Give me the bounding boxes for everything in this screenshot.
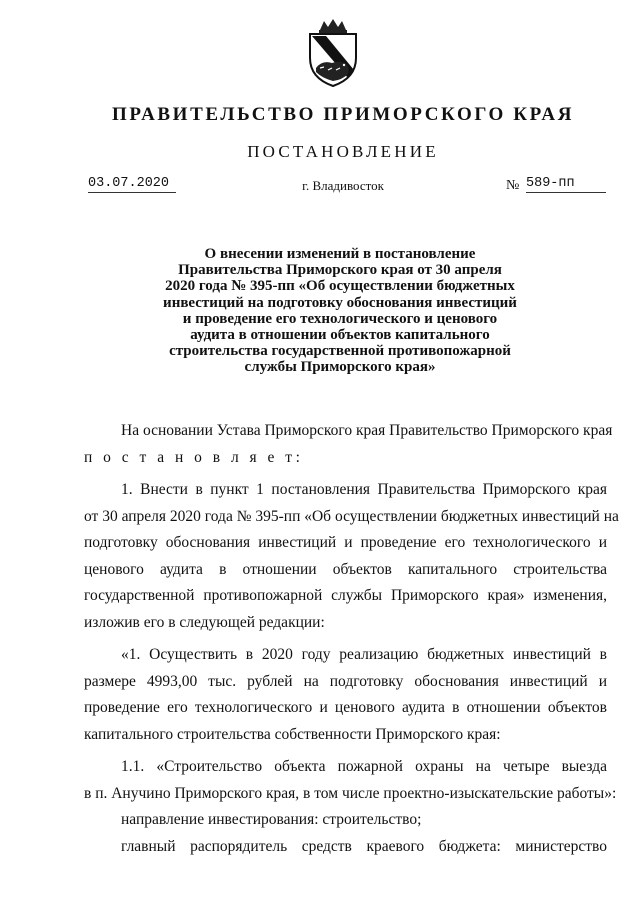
heading-line: Правительства Приморского края от 30 апреля <box>178 262 502 279</box>
heading-line: аудита в отношении объектов капитального <box>190 327 490 344</box>
body-line: изложив его в следующей редакции: <box>84 613 325 631</box>
body-line: от 30 апреля 2020 года № 395-пп «Об осуществлении бюджетных инвестиций на <box>84 507 619 525</box>
heading-line: и проведение его технологического и ценового <box>182 310 498 327</box>
body-line: «1. Осуществить в 2020 году реализацию бюджетных инвестиций в <box>121 646 607 663</box>
body-line: проведение его технологического и ценового аудита в отношении объектов <box>84 699 607 716</box>
heading-line: службы Приморского края» <box>244 359 436 376</box>
heading-line: строительства государственной противопожарной <box>169 343 511 360</box>
body-line: в п. Анучино Приморского края, в том числе проектно-изыскательские работы»: <box>84 784 617 802</box>
coat-of-arms-icon <box>304 18 362 88</box>
body-line: размере 4993,00 тыс. рублей на подготовку обоснования инвестиций и <box>84 672 607 690</box>
document-body <box>84 418 619 860</box>
heading-line: инвестиций на подготовку обоснования инвестиций <box>163 294 517 311</box>
body-line: 1.1. «Строительство объекта пожарной охраны на четыре выезда <box>121 758 607 775</box>
heading-line: О внесении изменений в постановление <box>204 246 476 262</box>
document-number-block <box>506 176 606 198</box>
body-line: капитального строительства собственности Приморского края: <box>84 725 501 743</box>
document-date: 03.07.2020 <box>88 176 176 193</box>
document-meta-row <box>0 176 640 200</box>
body-line: На основании Устава Приморского края Правительство Приморского края <box>121 422 613 439</box>
body-line: главный распорядитель средств краевого бюджета: министерство <box>121 837 607 855</box>
body-line: 1. Внести в пункт 1 постановления Правительства Приморского края <box>121 481 607 498</box>
resolution-word: п о с т а н о в л я е т: <box>84 448 304 466</box>
number-sign: № <box>506 178 520 193</box>
body-line: направление инвестирования: строительство; <box>121 811 422 828</box>
heading-line: 2020 года № 395-пп «Об осуществлении бюджетных <box>165 278 515 295</box>
body-line: ценового аудита в отношении объектов капитального строительства <box>84 560 607 578</box>
document-number: 589-пп <box>526 176 606 193</box>
body-line: подготовку обоснования инвестиций и проведение его технологического и <box>84 534 607 551</box>
document-type: ПОСТАНОВЛЕНИЕ <box>247 142 439 161</box>
government-title: ПРАВИТЕЛЬСТВО ПРИМОРСКОГО КРАЯ <box>111 104 575 125</box>
document-city: г. Владивосток <box>302 178 384 193</box>
body-line: государственной противопожарной службы Приморского края» изменения, <box>84 587 607 604</box>
document-heading <box>150 246 530 376</box>
